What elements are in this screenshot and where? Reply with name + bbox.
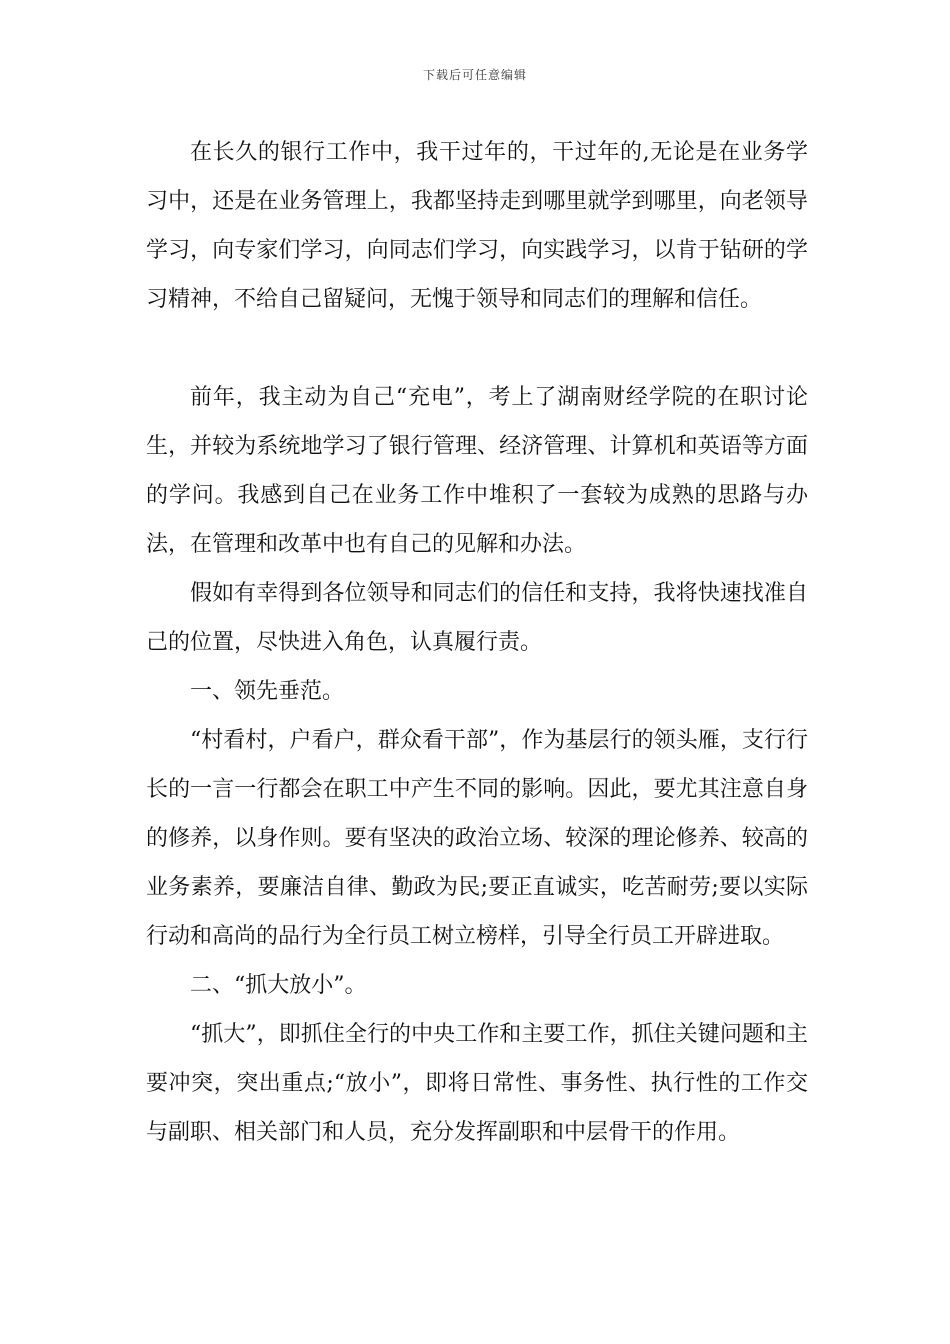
document-body (146, 128, 808, 1157)
paragraph-work-experience: 在长久的银行工作中，我干过年的，干过年的,无论是在业务学习中，还是在业务管理上，我都坚持走到哪里就学到哪里，向老领导学习，向专家们学习，向同志们学习，向实践学习，以肯于钻研的学习精神，不给自己留疑问，无愧于领导和同志们的理解和信任。 (146, 140, 808, 312)
paragraph-commitment: 假如有幸得到各位领导和同志们的信任和支持，我将快速找准自己的位置，尽快进入角色，认真履行责。 (146, 581, 808, 655)
paragraph-lead-by-example: “村看村，户看户，群众看干部”，作为基层行的领头雁，支行行长的一言一行都会在职工中产生不同的影响。因此，要尤其注意自身的修养，以身作则。要有坚决的政治立场、较深的理论修养、较高的业务素养，要廉洁自律、勤政为民;要正直诚实，吃苦耐劳;要以实际行动和高尚的品行为全行员工树立榜样，引导全行员工开辟进取。 (146, 728, 808, 949)
page-header: 下载后可任意编辑 (422, 68, 527, 82)
paragraph-self-study: 前年，我主动为自己“充电”，考上了湖南财经学院的在职讨论生，并较为系统地学习了银行管理、经济管理、计算机和英语等方面的学问。我感到自己在业务工作中堆积了一套较为成熟的思路与办法，在管理和改革中也有自己的见解和办法。 (146, 385, 808, 557)
section-heading-1: 一、领先垂范。 (190, 679, 345, 704)
paragraph-focus-priorities: “抓大”，即抓住全行的中央工作和主要工作，抓住关键问题和主要冲突，突出重点;“放小”，即将日常性、事务性、执行性的工作交与副职、相关部门和人员，充分发挥副职和中层骨干的作用。 (146, 1022, 808, 1145)
section-heading-2: 二、“抓大放小”。 (190, 973, 367, 998)
